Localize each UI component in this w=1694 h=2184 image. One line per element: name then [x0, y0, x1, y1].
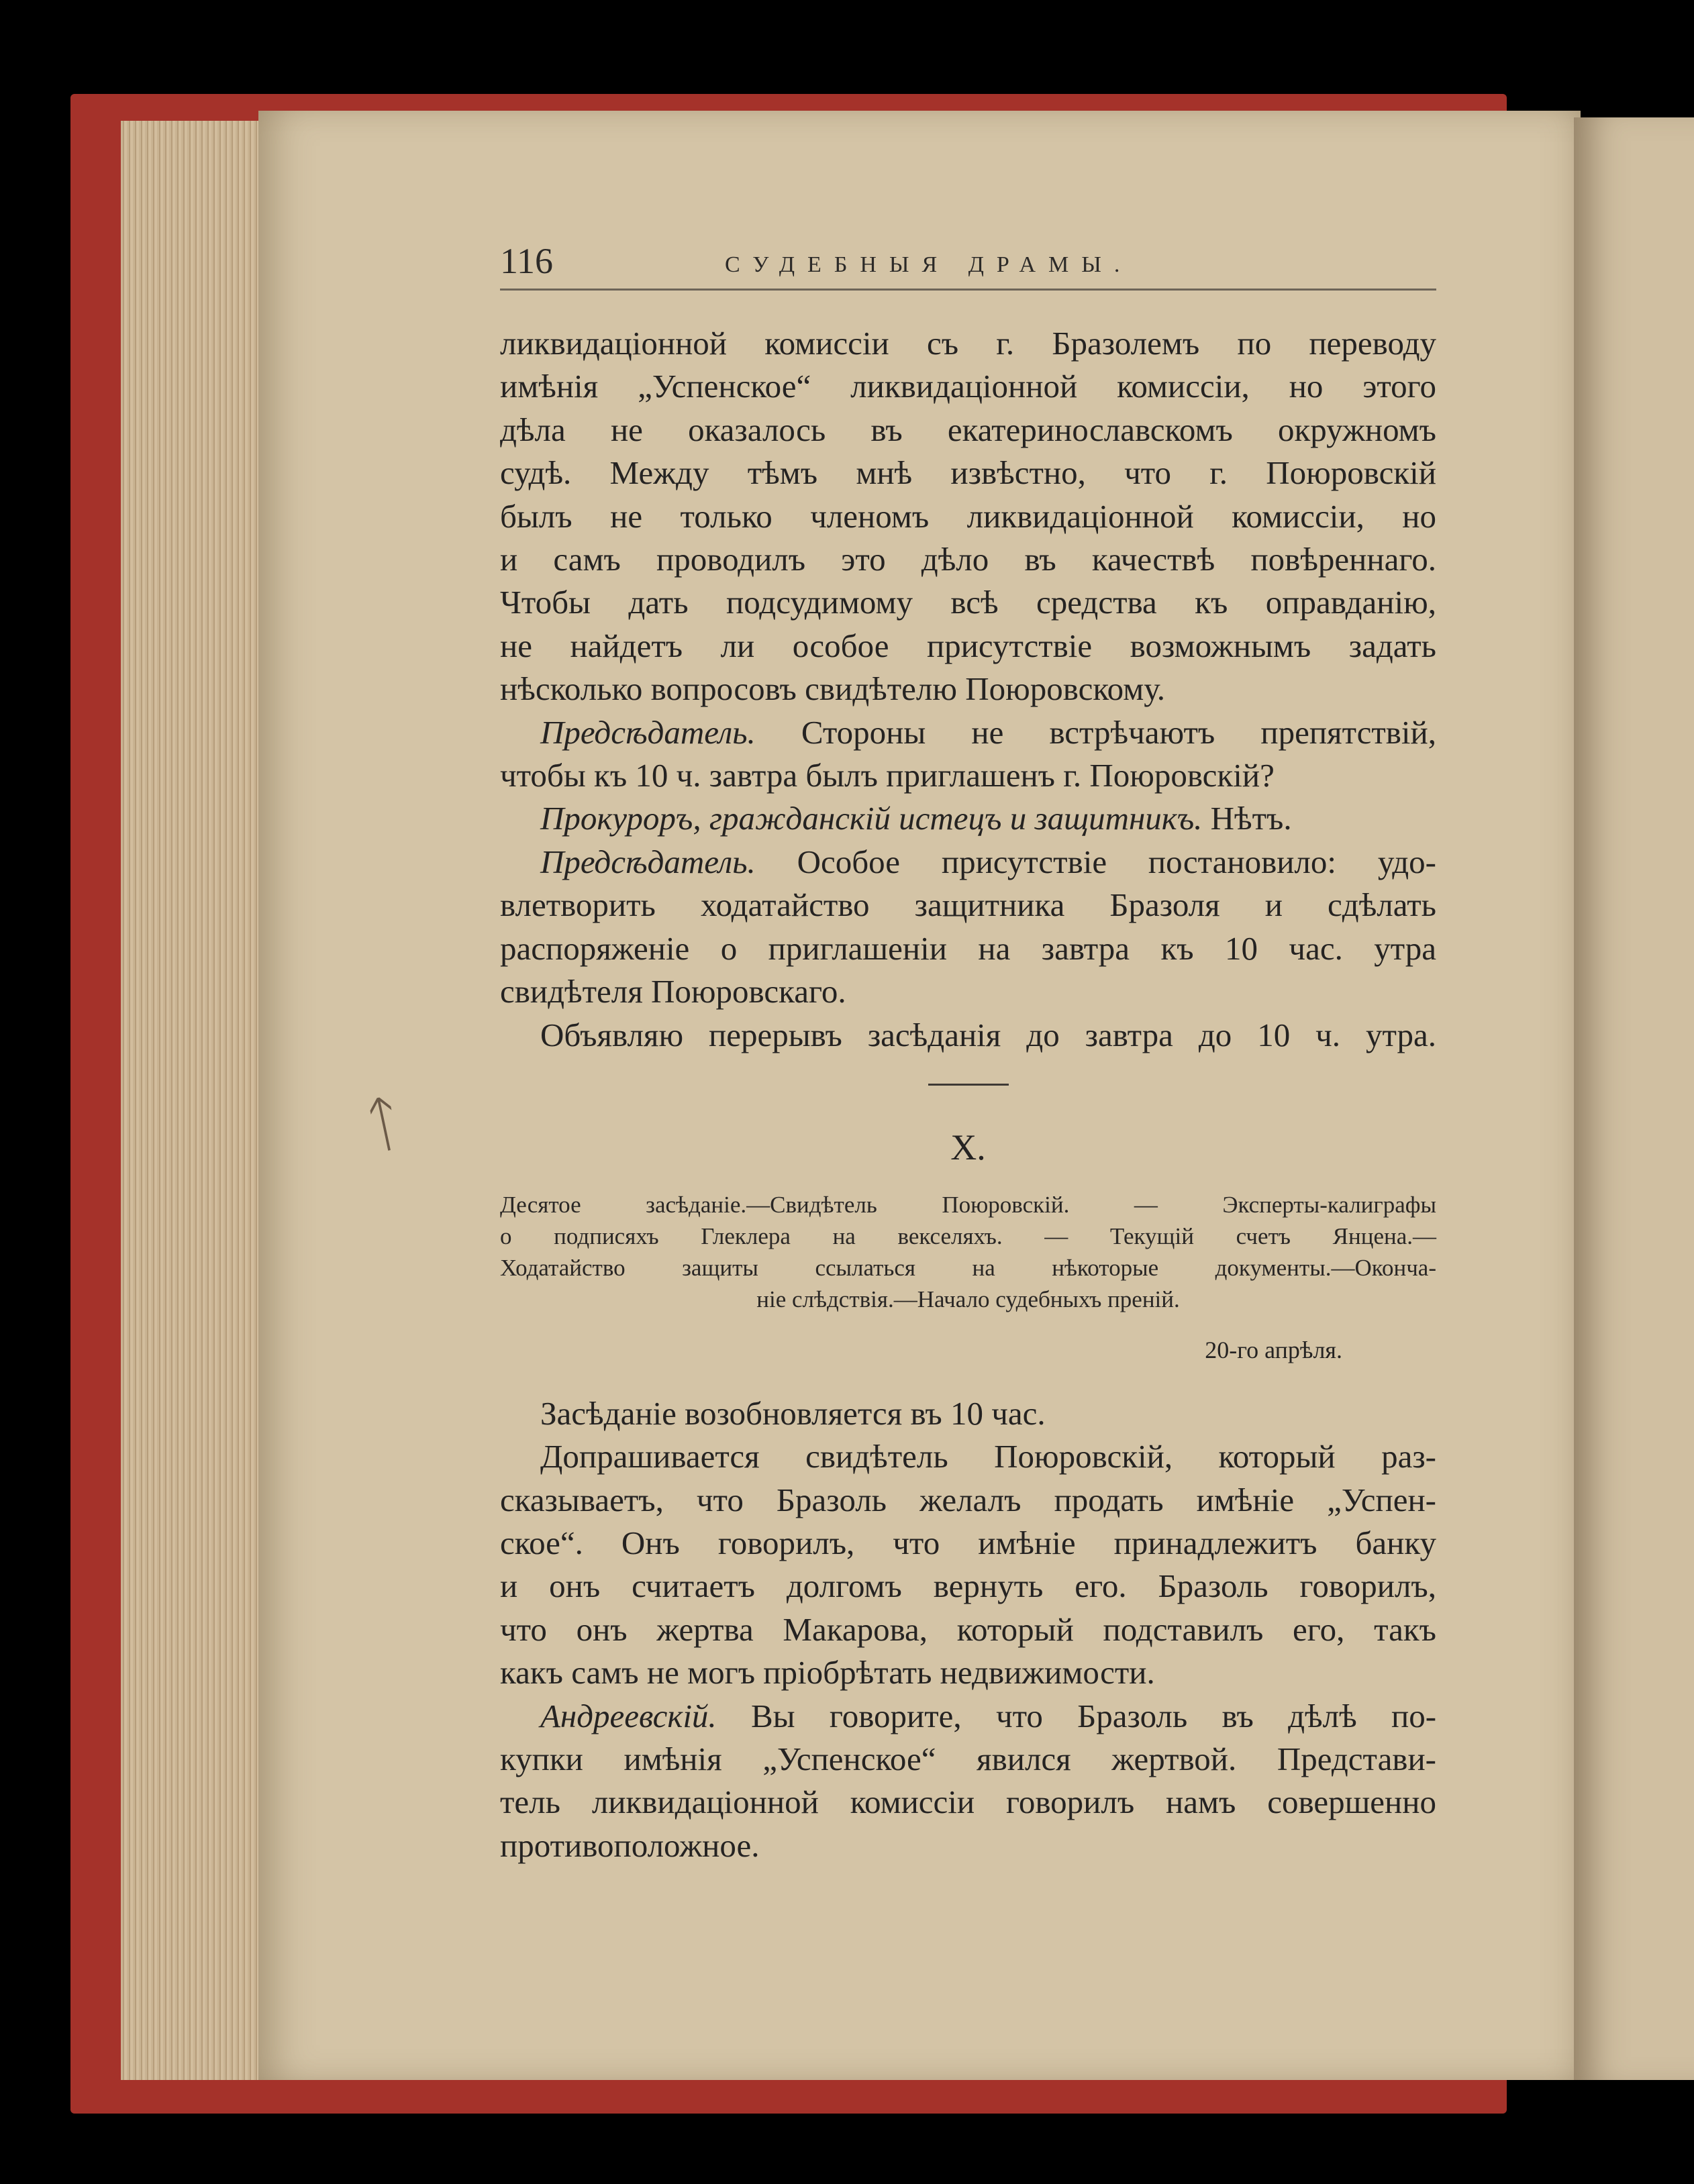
summary-line: Ходатайство защиты ссылаться на нѣкоторые документы.—Оконча- [500, 1255, 1436, 1282]
text-line [500, 711, 1436, 754]
text-line: свидѣтеля Поюровскаго. [500, 973, 846, 1010]
summary-line: Десятое засѣданiе.—Свидѣтель Поюровскiй. — Эксперты-калиграфы [500, 1192, 1436, 1218]
page-body [500, 322, 1436, 1867]
text-line: Засѣданiе возобновляется въ 10 час. [540, 1394, 1046, 1432]
page-header [500, 235, 1436, 291]
section-divider [928, 1084, 1009, 1086]
speech-text: Особое присутствiе постановило: удо- [797, 843, 1436, 880]
text-line: купки имѣнiя „Успенское“ явился жертвой. Представи- [500, 1740, 1436, 1777]
chapter-summary [500, 1189, 1436, 1315]
paragraph-1 [500, 322, 1436, 711]
pencil-mark-icon: ᛏ [359, 1088, 409, 1161]
speech-text: Стороны не встрѣчаютъ препятствiй, [801, 713, 1436, 751]
text-line: и онъ считаетъ долгомъ вернуть его. Бразоль говорилъ, [500, 1567, 1436, 1605]
text-line: чтобы къ 10 ч. завтра былъ приглашенъ г. Поюровскiй? [500, 757, 1275, 794]
session-date: 20-го апрѣля. [1205, 1337, 1342, 1364]
text-line: влетворить ходатайство защитника Бразоля и сдѣлать [500, 886, 1436, 924]
text-line [500, 841, 1436, 884]
text-line: противоположное. [500, 1826, 760, 1864]
text-line: судѣ. Между тѣмъ мнѣ извѣстно, что г. Поюровскiй [500, 454, 1436, 492]
text-line: ское“. Онъ говорилъ, что имѣнiе принадлежитъ банку [500, 1524, 1436, 1561]
speaker-name: Прокуроръ, гражданскiй истецъ и защитникъ. [540, 800, 1203, 837]
text-line: и самъ проводилъ это дѣло въ качествѣ повѣреннаго. [500, 541, 1436, 578]
text-line: сказываетъ, что Бразоль желалъ продать имѣнiе „Успен- [500, 1481, 1436, 1518]
paragraph-7 [500, 1435, 1436, 1694]
text-line: не найдетъ ли особое присутствiе возможнымъ задать [500, 627, 1436, 664]
paragraph-6 [500, 1392, 1436, 1435]
text-line [500, 1695, 1436, 1738]
running-title: СУДЕБНЫЯ ДРАМЫ. [725, 252, 1133, 277]
speech-text: Вы говорите, что Бразоль въ дѣлѣ по- [750, 1697, 1437, 1734]
text-line [500, 797, 1436, 840]
page-body-continued [500, 1392, 1436, 1867]
paragraph-2 [500, 711, 1436, 798]
text-line: былъ не только членомъ ликвидацiонной комиссiи, но [500, 497, 1436, 535]
text-line: какъ самъ не могъ прiобрѣтать недвижимости. [500, 1654, 1155, 1692]
speech-text: Нѣтъ. [1210, 800, 1292, 837]
paragraph-8 [500, 1695, 1436, 1868]
text-line: Объявляю перерывъ засѣданiя до завтра до 10 ч. утра. [540, 1016, 1436, 1053]
page-edges [121, 121, 275, 2080]
chapter-number: X. [950, 1127, 986, 1167]
speaker-name: Предсѣдатель. [540, 713, 756, 751]
facing-page-edge [1574, 117, 1694, 2080]
summary-line: о подписяхъ Глеклера на векселяхъ. — Текущiй счетъ Янцена.— [500, 1223, 1436, 1250]
text-line: тель ликвидацiонной комиссiи говорилъ намъ совершенно [500, 1783, 1436, 1821]
text-line: имѣнiя „Успенское“ ликвидацiонной комиссiи, но этого [500, 368, 1436, 405]
paragraph-5 [500, 1014, 1436, 1057]
speaker-name: Андреевскiй. [540, 1697, 717, 1734]
text-line: нѣсколько вопросовъ свидѣтелю Поюровскому. [500, 670, 1166, 708]
summary-line: нiе слѣдствiя.—Начало судебныхъ пренiй. [756, 1286, 1180, 1313]
text-line: ликвидацiонной комиссiи съ г. Бразолемъ по переводу [500, 325, 1436, 362]
page-number: 116 [500, 241, 553, 281]
text-line: Чтобы дать подсудимому всѣ средства къ оправданiю, [500, 584, 1436, 621]
text-line: что онъ жертва Макарова, который подставилъ его, такъ [500, 1610, 1436, 1648]
speaker-name: Предсѣдатель. [540, 843, 756, 880]
text-line: дѣла не оказалось въ екатеринославскомъ окружномъ [500, 411, 1436, 448]
paragraph-4 [500, 841, 1436, 1014]
paragraph-3 [500, 797, 1436, 840]
text-line: Допрашивается свидѣтель Поюровскiй, который раз- [540, 1438, 1436, 1475]
text-line: распоряженiе о приглашенiи на завтра къ 10 час. утра [500, 929, 1436, 967]
